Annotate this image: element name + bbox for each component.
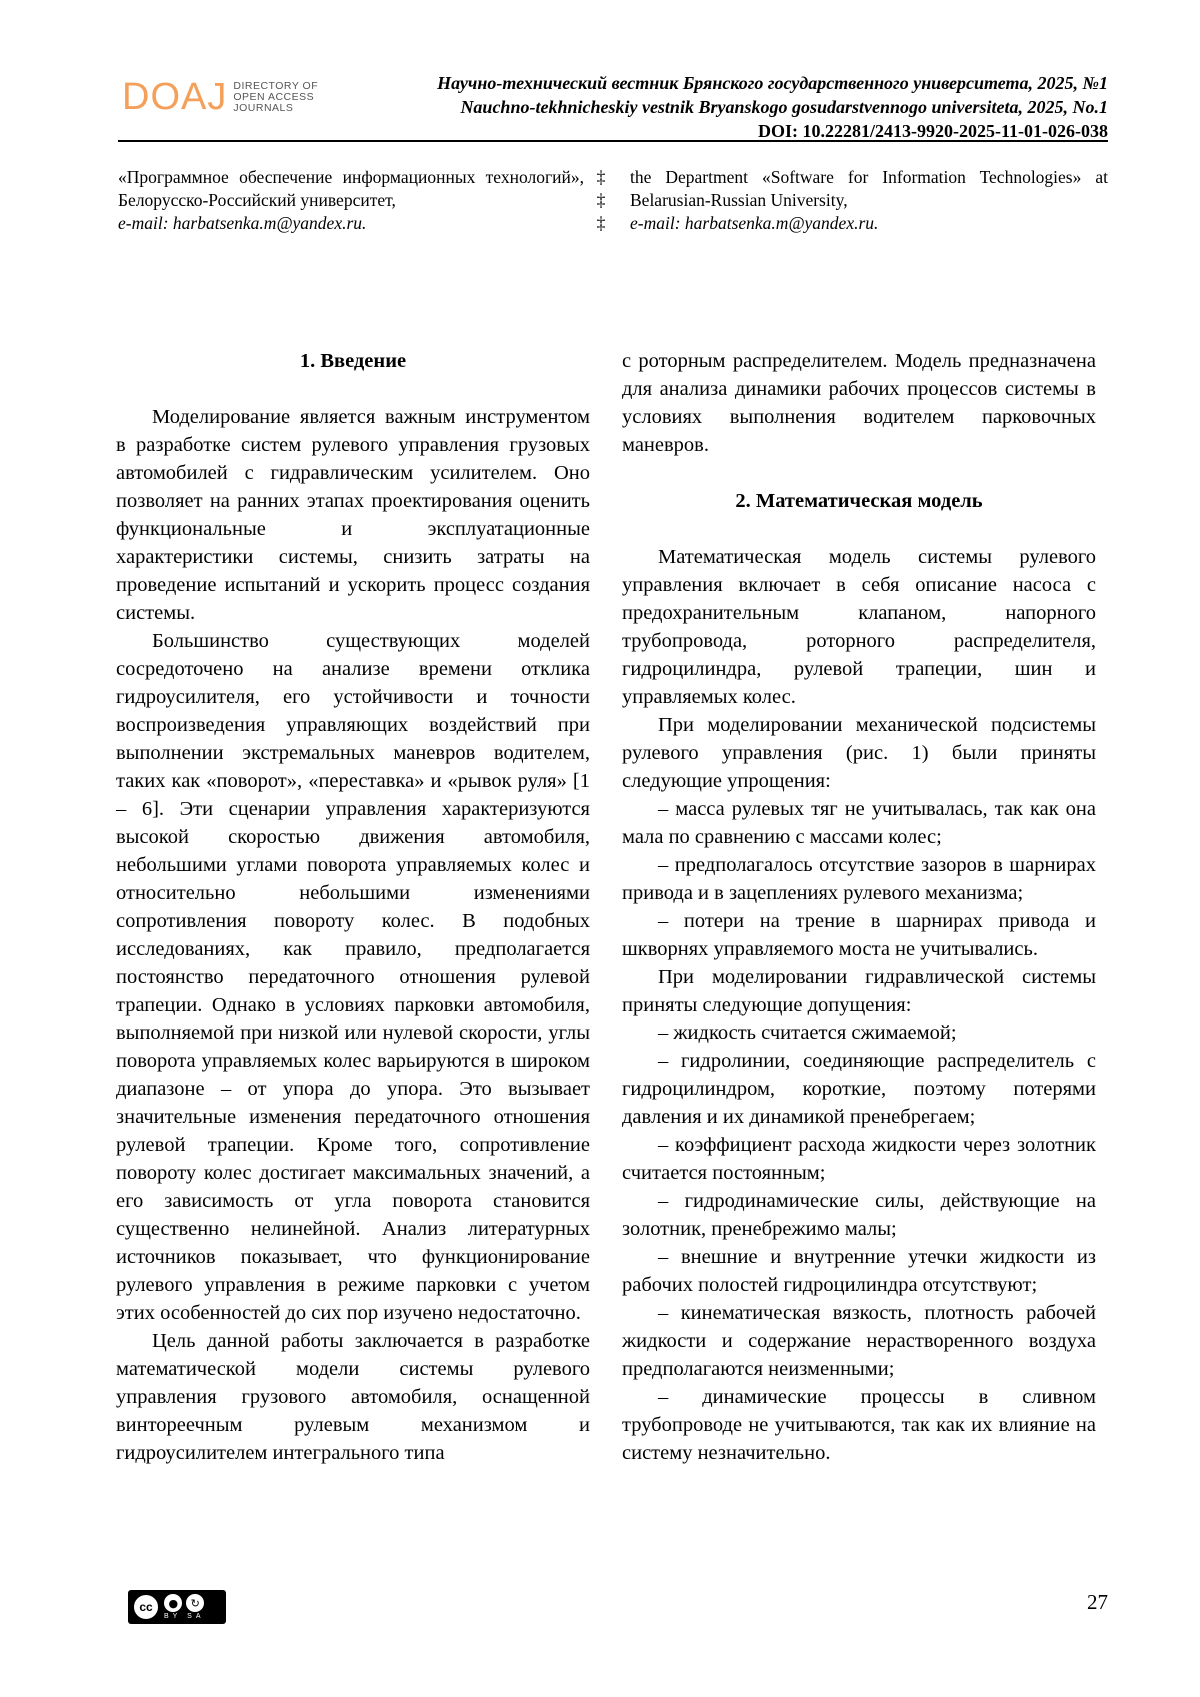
list-item: – масса рулевых тяг не учитывалась, так как она мала по сравнению с массами колес; — [622, 798, 1096, 848]
list-item: – внешние и внутренние утечки жидкости из рабочих полостей гидроцилиндра отсутствуют; — [622, 1246, 1096, 1296]
list-item: – динамические процессы в сливном трубопроводе не учитываются, так как их влияние на систему незначительно. — [622, 1386, 1096, 1464]
affiliation-en — [630, 166, 1108, 235]
doaj-logo-word: DOAJ — [122, 76, 228, 118]
list-item: – жидкость считается сжимаемой; — [658, 1022, 957, 1044]
header-divider — [118, 140, 1108, 142]
cc-icon: cc — [132, 1593, 160, 1621]
separator-mark: ‡ — [596, 190, 606, 210]
affiliation-ru-email: e-mail: harbatsenka.m@yandex.ru. — [118, 213, 367, 233]
list-item: – предполагалось отсутствие зазоров в шарнирах привода и в зацеплениях рулевого механизма; — [622, 854, 1096, 904]
journal-header — [437, 71, 1108, 143]
paragraph: При моделировании механической подсистемы рулевого управления (рис. 1) были приняты следующие упрощения: — [622, 714, 1096, 792]
list-item: – кинематическая вязкость, плотность рабочей жидкости и содержание нерастворенного воздуха предполагаются неизменными; — [622, 1302, 1096, 1380]
doi: DOI: 10.22281/2413-9920-2025-11-01-026-038 — [758, 121, 1108, 141]
paragraph: с роторным распределителем. Модель предназначена для анализа динамики рабочих процессов системы в условиях выполнения водителем парковочных маневров. — [622, 350, 1096, 456]
paragraph: При моделировании гидравлической системы приняты следующие допущения: — [622, 966, 1096, 1016]
paragraph: Большинство существующих моделей сосредоточено на анализе времени отклика гидроусилителя, его устойчивости и точности воспроизведения управляющих воздействий при выполнении экстремальных маневров водителем, таких как «поворот», «переставка» и «рывок руля» [1 – 6]. Эти сценарии управления характеризуются высокой скоростью движения автомобиля, небольшими углами поворота управляемых колес и относительно небольшими изменениями сопротивления повороту колес. В подобных исследованиях, как правило, предполагается постоянство передаточного отношения рулевой трапеции. Однако в условиях парковки автомобиля, выполняемой при низкой или нулевой скорости, углы поворота управляемых колес варьируются в широком диапазоне – от упора до упора. Это вызывает значительные изменения передаточного отношения рулевой трапеции. Кроме того, сопротивление повороту колес достигает максимальных значений, а его зависимость от угла поворота становится существенно нелинейной. Анализ литературных источников показывает, что функционирование рулевого управления в режиме парковки с учетом этих особенностей до сих пор изучено недостаточно. — [116, 630, 590, 1324]
doaj-logo — [122, 76, 318, 118]
doaj-logo-line: OPEN ACCESS — [233, 90, 315, 103]
affiliation-en-text: the Department «Software for Information Technologies» at Belarusian-Russian University, — [630, 167, 1108, 210]
attribution-icon: ● — [164, 1594, 182, 1612]
affiliation-ru-text: «Программное обеспечение информационных технологий», Белорусско-Российский университет, — [118, 167, 584, 210]
journal-title-ru: Научно-технический вестник Брянского государственного университета, 2025, №1 — [437, 73, 1108, 93]
license-label: BY SA — [164, 1613, 205, 1620]
affiliation-en-email: e-mail: harbatsenka.m@yandex.ru. — [630, 213, 879, 233]
separator-mark: ‡ — [596, 213, 606, 233]
doaj-logo-line: DIRECTORY OF — [233, 79, 319, 92]
right-column — [622, 347, 1096, 1467]
list-item: – гидролинии, соединяющие распределитель с гидроцилиндром, короткие, поэтому потерями давления и их динамикой пренебрегаем; — [622, 1050, 1096, 1128]
license-icons — [164, 1594, 205, 1620]
affiliation-separator — [593, 166, 609, 235]
affiliation-ru — [118, 166, 584, 235]
paragraph: Математическая модель системы рулевого управления включает в себя описание насоса с предохранительным клапаном, напорного трубопровода, роторного распределителя, гидроцилиндра, рулевой трапеции, шин и управляемых колес. — [622, 546, 1096, 708]
list-item: – потери на трение в шарнирах привода и шкворнях управляемого моста не учитывались. — [622, 910, 1096, 960]
doaj-logo-caption — [233, 81, 318, 114]
left-column — [116, 347, 590, 1467]
list-item: – гидродинамические силы, действующие на золотник, пренебрежимо малы; — [622, 1190, 1096, 1240]
doaj-logo-line: JOURNALS — [233, 101, 294, 114]
share-alike-icon: ↻ — [186, 1594, 204, 1612]
paragraph: Моделирование является важным инструментом в разработке систем рулевого управления грузовых автомобилей с гидравлическим усилителем. Оно позволяет на ранних этапах проектирования оценить функциональные и эксплуатационные характеристики системы, снизить затраты на проведение испытаний и ускорить процесс создания системы. — [116, 406, 590, 624]
page-number: 27 — [1087, 1590, 1108, 1614]
journal-title-en: Nauchno-tekhnicheskiy vestnik Bryanskogo gosudarstvennogo universiteta, 2025, No.1 — [460, 97, 1108, 117]
section-heading-math-model: 2. Математическая модель — [735, 490, 983, 512]
paragraph: Цель данной работы заключается в разработке математической модели системы рулевого управления грузового автомобиля, оснащенной винтореечным рулевым механизмом и гидроусилителем интегрального типа — [116, 1330, 590, 1464]
cc-by-sa-license-badge — [128, 1590, 226, 1624]
separator-mark: ‡ — [596, 167, 606, 187]
section-heading-introduction: 1. Введение — [299, 350, 407, 372]
list-item: – коэффициент расхода жидкости через золотник считается постоянным; — [622, 1134, 1096, 1184]
